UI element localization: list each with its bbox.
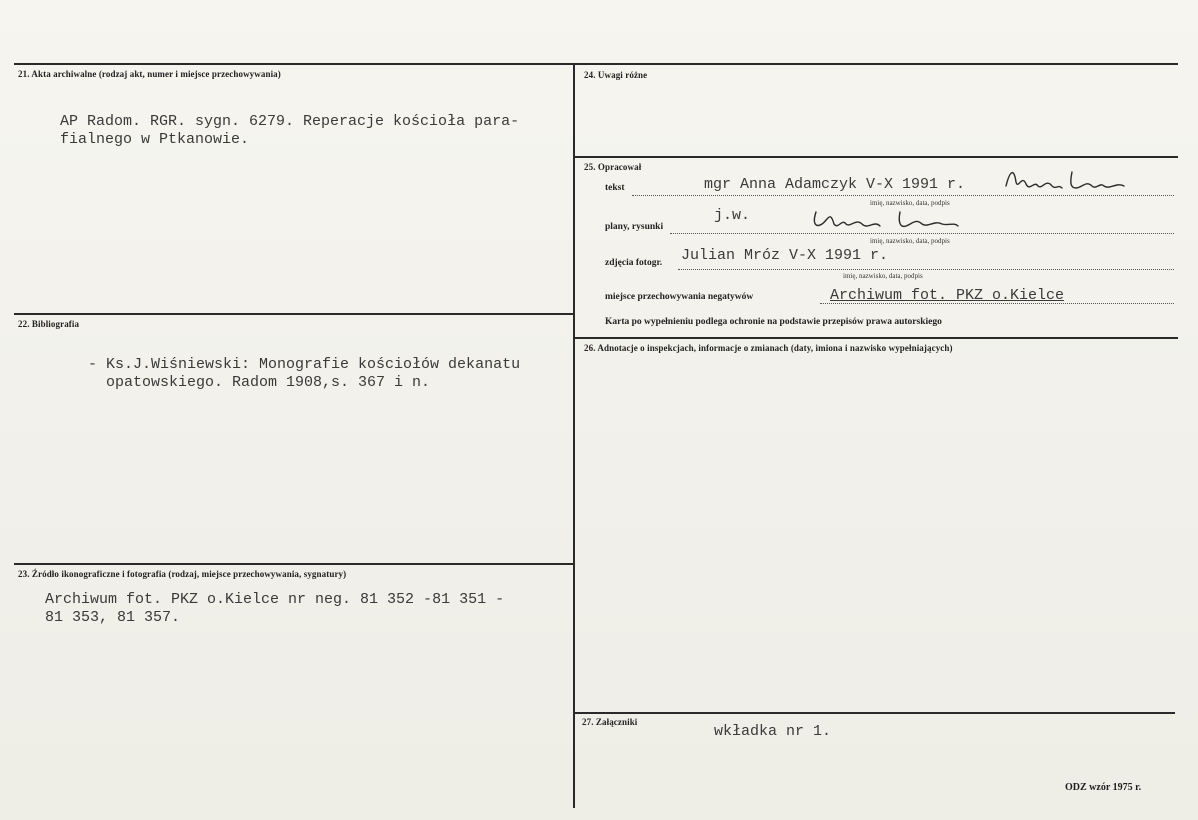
caption-3: imię, nazwisko, data, podpis [843,272,923,280]
tekst-label: tekst [605,183,625,193]
caption-1: imię, nazwisko, data, podpis [870,199,950,207]
section-22-label: 22. Bibliografia [18,319,80,329]
section-26-label: 26. Adnotacje o inspekcjach, informacje o zmianach (daty, imiona i nazwisko wypełniających) [584,343,953,353]
miejsce-value: Archiwum fot. PKZ o.Kielce [830,287,1065,304]
rule-26-27 [575,712,1175,714]
caption-2: imię, nazwisko, data, podpis [870,237,950,245]
section-21-label: 21. Akta archiwalne (rodzaj akt, numer i miejsce przechowywania) [18,69,281,79]
section-23-line1: Archiwum fot. PKZ o.Kielce nr neg. 81 352 -81 351 - [45,591,505,608]
plany-dotted-line [670,232,1174,234]
top-rule [14,63,1178,65]
signature-tekst [1000,164,1140,194]
section-21-line2: fialnego w Ptkanowie. [60,131,250,148]
section-22-line2: opatowskiego. Radom 1908,s. 367 i n. [106,374,431,391]
rule-24-25 [575,156,1178,158]
zdjecia-value: Julian Mróz V-X 1991 r. [681,247,889,264]
section-22-line1: - Ks.J.Wiśniewski: Monografie kościołów dekanatu [88,356,521,373]
plany-label: plany, rysunki [605,222,664,232]
plany-value: j.w. [714,207,751,224]
center-divider [573,63,575,808]
tekst-value: mgr Anna Adamczyk V-X 1991 r. [704,176,966,193]
tekst-dotted-line [632,194,1174,196]
section-21-line1: AP Radom. RGR. sygn. 6279. Reperacje kościoła para- [60,113,520,130]
zdjecia-dotted-line [678,268,1174,270]
section-25-label: 25. Opracował [584,162,642,172]
rule-22-23 [14,563,573,565]
form-identifier: ODZ wzór 1975 r. [1065,782,1142,793]
rule-25-26 [575,337,1178,339]
section-23-line2: 81 353, 81 357. [45,609,181,626]
copyright-notice: Karta po wypełnieniu podlega ochronie na podstawie przepisów prawa autorskiego [605,317,942,327]
zdjecia-label: zdjęcia fotogr. [605,258,663,268]
signature-plany [808,200,968,232]
section-24-label: 24. Uwagi różne [584,70,648,80]
miejsce-label: miejsce przechowywania negatywów [605,292,754,302]
section-27-label: 27. Załączniki [582,717,638,727]
section-23-label: 23. Źródło ikonograficzne i fotografia (rodzaj, miejsce przechowywania, sygnatury) [18,569,347,579]
rule-21-22 [14,313,573,315]
section-27-value: wkładka nr 1. [714,723,832,740]
